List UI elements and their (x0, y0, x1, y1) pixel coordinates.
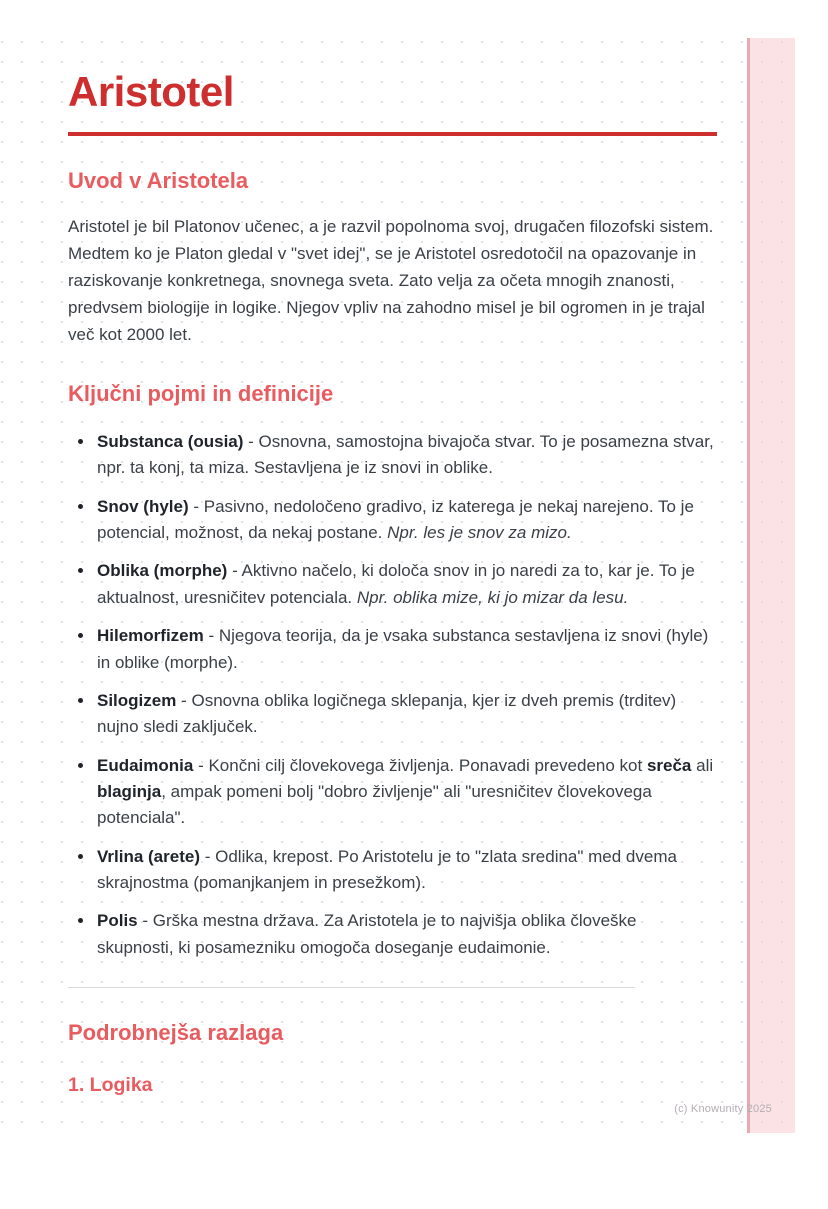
term-definition-bold: sreča (646, 755, 692, 775)
term-definition-bold: blaginja (97, 781, 162, 801)
term-separator: - (137, 911, 153, 931)
term-separator: - (188, 496, 204, 516)
term-example: Npr. oblika mize, ki jo mizar da lesu. (356, 587, 629, 607)
key-term-item (95, 908, 717, 961)
copyright-footer: (c) Knowunity 2025 (674, 1103, 772, 1115)
term-label: Eudaimonia (97, 755, 194, 775)
section-heading-intro: Uvod v Aristotela (68, 168, 249, 194)
section-heading-key-terms: Ključni pojmi in definicije (68, 380, 334, 406)
intro-paragraph: Aristotel je bil Platonov učenec, a je razvil popolnoma svoj, drugačen filozofski sistem. Medtem ko je Platon gledal v "svet idej", se je Aristotel osredotočil na opazovanje in raziskovanje konkretnega, snovnega sveta. Zato velja za očeta mnogih znanosti, predvsem biologije in logike. Njegov vpliv na zahodno misel je bil ogromen in je trajal več kot 2000 let. (68, 217, 714, 344)
term-label: Vrlina (arete) (97, 846, 200, 866)
key-term-item (95, 429, 717, 482)
term-definition: Osnovna oblika logičnega sklepanja, kjer iz dveh premis (trditev) nujno sledi zaključek. (97, 690, 677, 737)
subsection-heading-logika: 1. Logika (68, 1074, 153, 1097)
document-page (0, 38, 795, 1133)
term-definition: ali (691, 755, 714, 775)
term-label: Oblika (morphe) (97, 561, 228, 581)
term-label: Substanca (ousia) (97, 432, 244, 452)
term-separator: - (243, 432, 259, 452)
term-example: Npr. les je snov za mizo. (387, 523, 572, 543)
term-definition: Aktivno načelo, ki določa snov in jo naredi za to, kar je. To je aktualnost, uresničitev potenciala. (97, 561, 695, 607)
term-separator: - (176, 690, 192, 710)
term-definition: Njegova teorija, da je vsaka substanca sestavljena iz snovi (hyle) in oblike (morphe). (97, 626, 709, 672)
key-term-item (95, 844, 717, 897)
term-definition: , ampak pomeni bolj "dobro življenje" ali "uresničitev človekovega potenciala". (97, 781, 652, 828)
term-definition: Odlika, krepost. Po Aristotelu je to "zlata sredina" med dvema skrajnostma (pomanjkanjem in presežkom). (97, 846, 677, 892)
term-definition: Grška mestna država. Za Aristotela je to najvišja oblika človeške skupnosti, ki posamezniku omogoča doseganje eudaimonie. (97, 911, 637, 957)
term-separator: - (227, 561, 242, 581)
term-definition: Končni cilj človekovega življenja. Ponavadi prevedeno kot (208, 755, 647, 775)
term-label: Hilemorfizem (97, 626, 204, 646)
key-term-item (95, 623, 717, 676)
page-title: Aristotel (68, 68, 234, 115)
section-heading-details: Podrobnejša razlaga (68, 1019, 284, 1045)
title-underline (68, 132, 717, 136)
term-label: Polis (97, 911, 138, 931)
term-label: Silogizem (97, 690, 177, 710)
term-label: Snov (hyle) (97, 496, 189, 516)
term-definition: Osnovna, samostojna bivajoča stvar. To je posamezna stvar, npr. ta konj, ta miza. Sestavljena je iz snovi in oblike. (97, 432, 714, 478)
section-divider (68, 987, 635, 988)
term-separator: - (203, 626, 219, 646)
key-term-item (95, 688, 717, 741)
term-separator: - (200, 846, 216, 866)
key-terms-list (68, 429, 717, 961)
term-separator: - (193, 755, 209, 775)
key-term-item (95, 753, 717, 832)
key-term-item (95, 558, 717, 611)
key-term-item (95, 494, 717, 547)
page-content (0, 38, 795, 1098)
term-definition: Pasivno, nedoločeno gradivo, iz katerega je nekaj narejeno. To je potencial, možnost, da nekaj postane. (97, 496, 694, 543)
